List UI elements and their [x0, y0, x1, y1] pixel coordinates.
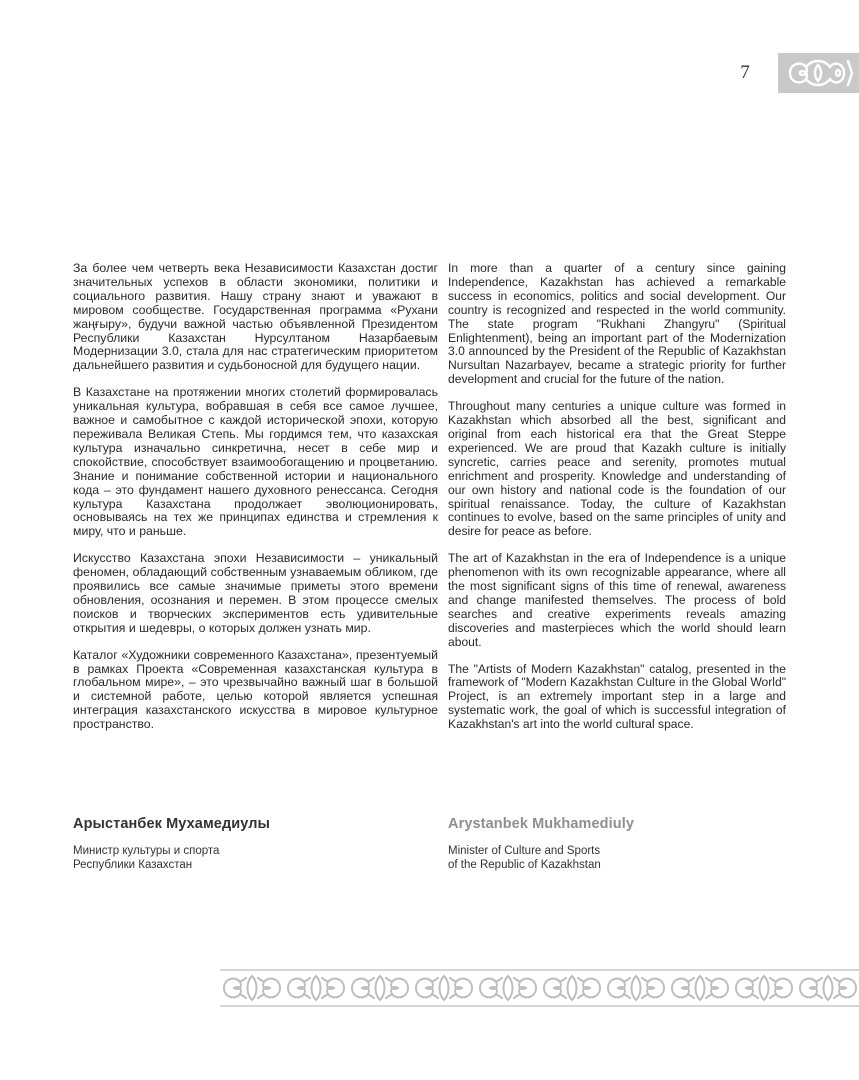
paragraph-ru-4: Каталог «Художники современного Казахстана», презентуемый в рамках Проекта «Современная казахстанская культура в глобальном мире», – это чрезвычайно важный шаг в большой и системной работе, целью которой является успешная интеграция казахстанского искусства в мировое культурное пространство.: [73, 647, 438, 732]
kazakh-ornament-border: [220, 966, 859, 1010]
paragraph-ru-2: В Казахстане на протяжении многих столетий формировалась уникальная культура, вобравшая в себя все самое лучшее, важное и самобытное с каждой исторической эпохи, которую переживала Великая Степь. Мы гордимся тем, что казахская культура изначально синкретична, несет в себе мир и спокойствие, способствует взаимообогащению и процветанию. Знание и понимание собственной истории и национального кода – это фундамент нашего духовного ренессанса. Сегодня культура Казахстана продолжает эволюционировать, основываясь на тех же принципах единства и стремления к миру, что и раньше.: [73, 385, 438, 539]
english-text-column: [448, 262, 786, 745]
paragraph-en-3: The art of Kazakhstan in the era of Independence is a unique phenomenon with its own recognizable appearance, where all the most significant signs of this time of renewal, awareness and change manifested themselves. The process of bold searches and creative experiments reveals amazing discoveries and masterpieces which the world should learn about.: [448, 551, 786, 649]
signature-title-ru-line2: Республики Казахстан: [73, 859, 193, 871]
paragraph-ru-1: За более чем четверть века Независимости Казахстан достиг значительных успехов в области экономики, политики и социального развития. Нашу страну знают и уважают в мировом сообществе. Государственная программа «Рухани жаңғыру», будучи важной частью объявленной Президентом Республики Казахстан Нурсултаном Назарбаевым Модернизации 3.0, стала для нас стратегическим приоритетом дальнейшего развития и судьбоносной для будущего нации.: [73, 261, 438, 373]
page-number: 7: [740, 62, 750, 83]
signature-title-en-line2: of the Republic of Kazakhstan: [448, 859, 601, 871]
russian-text-column: [73, 262, 438, 745]
paragraph-en-4: The "Artists of Modern Kazakhstan" catalog, presented in the framework of "Modern Kazakhstan Culture in the Global World" Project, is an extremely important step in a large and systematic work, the goal of which is successful integration of Kazakhstan's art into the world cultural space.: [448, 661, 786, 732]
signature-title-ru-line1: Министр культуры и спорта: [73, 845, 220, 857]
signature-title-en-line1: Minister of Culture and Sports: [448, 845, 601, 857]
signature-name-en: Arystanbek Mukhamediuly: [448, 816, 635, 832]
kazakh-ornament-icon: [778, 53, 859, 93]
paragraph-ru-3: Искусство Казахстана эпохи Независимости – уникальный феномен, обладающий собственным узнаваемым обликом, где проявились все самые значимые приметы этого времени обновления, осознания и перемен. В этом процессе смелых поисков и творческих экспериментов есть удивительные открытия и шедевры, о которых должен узнать мир.: [73, 551, 438, 635]
signature-title-en: [448, 844, 601, 872]
signature-name-ru: Арыстанбек Мухамедиулы: [73, 816, 271, 832]
paragraph-en-1: In more than a quarter of a century since gaining Independence, Kazakhstan has achieved a remarkable success in economics, politics and social development. Our country is recognized and respected in the world community. The state program "Rukhani Zhangyru" (Spiritual Enlightenment), being an important part of the Modernization 3.0 announced by the President of the Republic of Kazakhstan Nursultan Nazarbayev, became a strategic priority for further development and crucial for the future of the nation.: [448, 261, 786, 387]
paragraph-en-2: Throughout many centuries a unique culture was formed in Kazakhstan which absorbed all the best, significant and original from each historical era that the Great Steppe experienced. We are proud that Kazakh culture is initially syncretic, carries peace and serenity, promotes mutual enrichment and prosperity. Knowledge and understanding of our own history and national code is the foundation of our spiritual renaissance. Today, the culture of Kazakhstan continues to evolve, based on the same principles of unity and desire for peace as before.: [448, 399, 786, 539]
signature-title-ru: [73, 844, 219, 872]
